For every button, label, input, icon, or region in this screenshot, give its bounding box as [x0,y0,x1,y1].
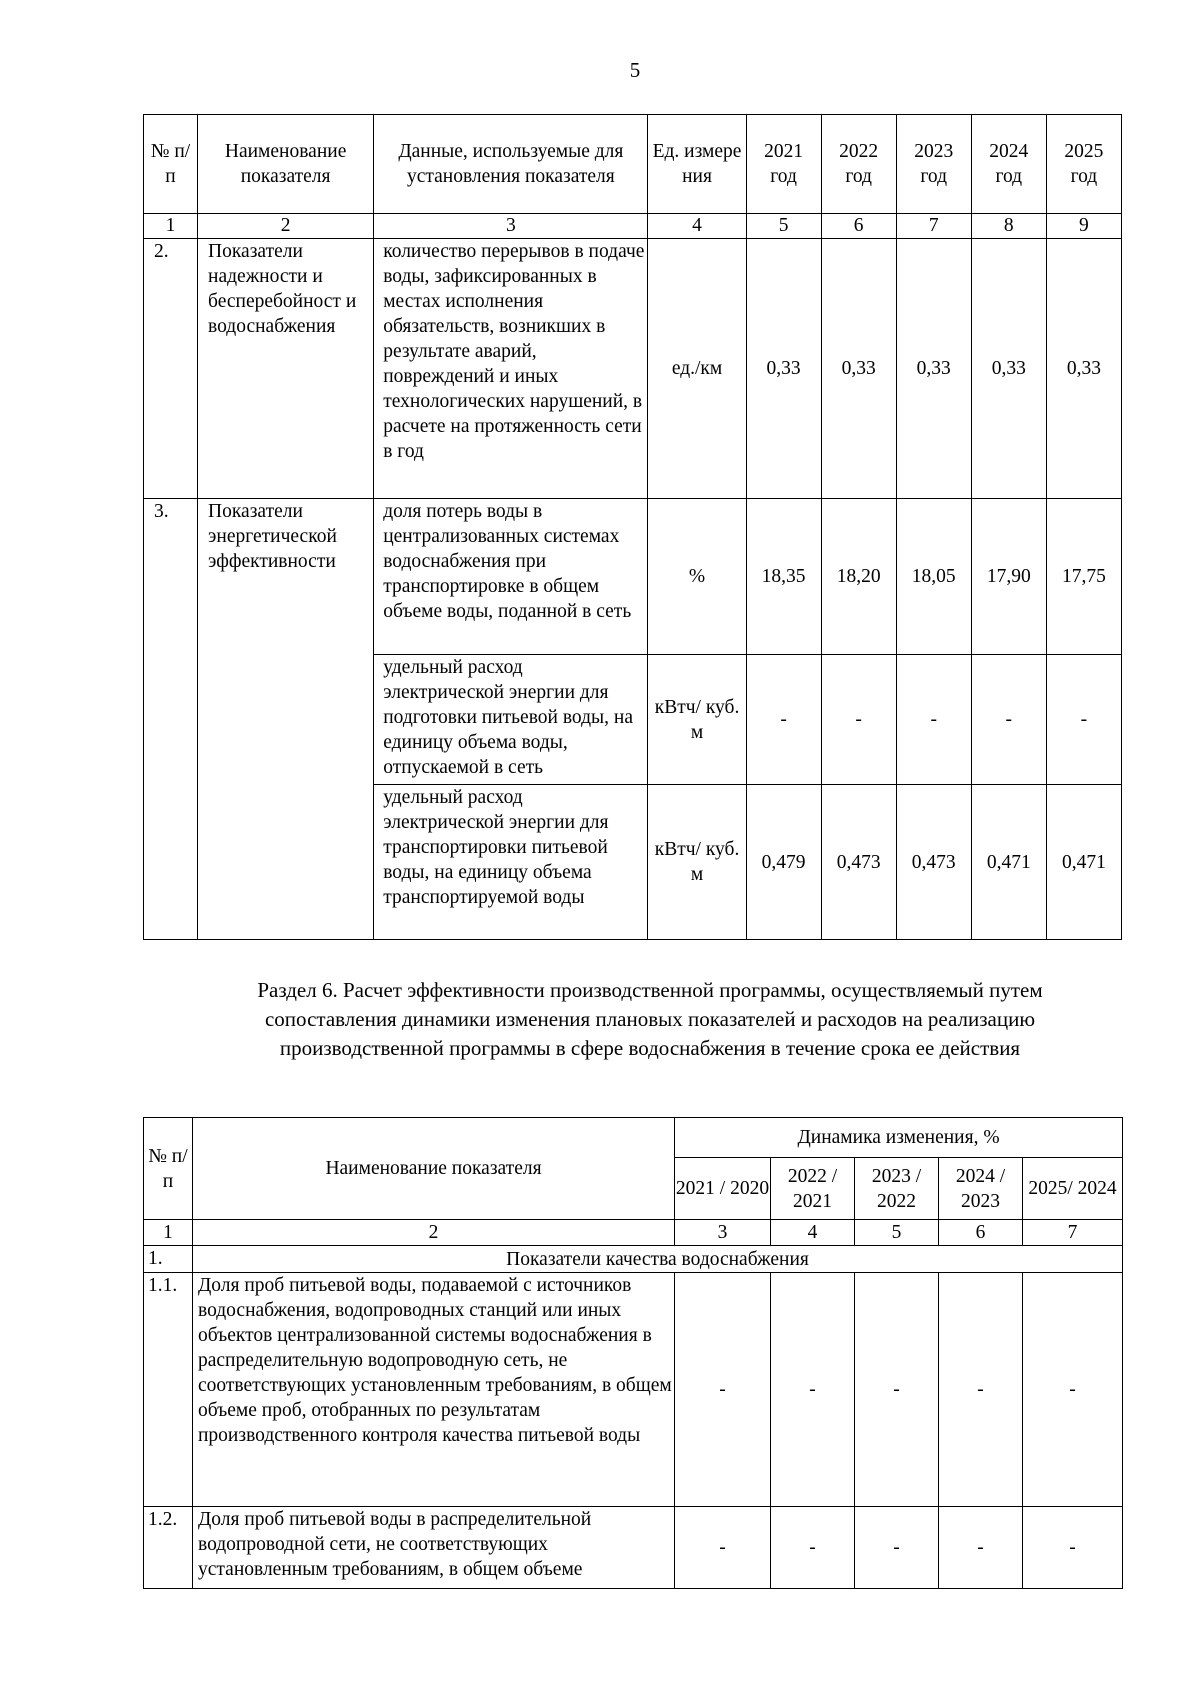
heading-line: Раздел 6. Расчет эффективности производственной программы, осуществляемый путем [257,978,1043,1002]
heading-line: производственной программы в сфере водоснабжения в течение срока ее действия [279,1036,1021,1060]
indicator-name: Показатели энергетической эффективности [198,499,374,940]
table-row [144,1273,1123,1507]
value-cell: - [675,1273,771,1507]
column-number: 1 [144,1220,193,1246]
group-num: 1. [144,1246,193,1273]
unit-cell: ед./км [648,239,746,499]
value-cell: - [675,1507,771,1589]
header-name: Наименование показателя [198,115,374,214]
column-number: 7 [1023,1220,1123,1246]
header-year-2024: 2024 год [971,115,1046,214]
value-cell: - [1023,1507,1123,1589]
column-number: 1 [144,214,198,239]
value-cell: 0,33 [746,239,821,499]
header-year-2025: 2025 год [1046,115,1121,214]
table-row [144,1507,1123,1589]
indicators-table [143,114,1122,940]
section-6-heading [180,976,1120,1063]
value-cell: 0,33 [896,239,971,499]
indicator-name: Доля проб питьевой воды, подаваемой с источников водоснабжения, водопроводных станций или иных объектов централизованной системы водоснабжения в распределительную водопроводную сеть, не соответствующих установленным требованиям, в общем объеме проб, отобранных по результатам производственного контроля качества питьевой воды [193,1273,675,1507]
unit-cell: кВтч/ куб. м [648,785,746,940]
header-name: Наименование показателя [193,1118,675,1220]
value-cell: - [896,655,971,785]
header-period: 2021 / 2020 [675,1158,771,1220]
value-cell: 18,20 [821,499,896,655]
header-dynamics: Динамика изменения, % [675,1118,1123,1158]
header-row [144,1118,1123,1158]
column-number-row [144,214,1122,239]
header-num: № п/п [144,115,198,214]
header-unit: Ед. измере ния [648,115,746,214]
header-data: Данные, используемые для установления показателя [374,115,648,214]
table-row [144,239,1122,499]
value-cell: - [939,1273,1023,1507]
dynamics-table [143,1117,1123,1589]
row-num: 2. [144,239,198,499]
value-cell: - [771,1273,855,1507]
group-row [144,1246,1123,1273]
unit-cell: кВтч/ куб. м [648,655,746,785]
indicator-name: Показатели надежности и бесперебойност и водоснабжения [198,239,374,499]
value-cell: - [939,1507,1023,1589]
value-cell: 18,35 [746,499,821,655]
column-number: 7 [896,214,971,239]
column-number-row [144,1220,1123,1246]
header-row [144,115,1122,214]
column-number: 8 [971,214,1046,239]
indicator-data: удельный расход электрической энергии для подготовки питьевой воды, на единицу объема воды, отпускаемой в сеть [374,655,648,785]
column-number: 9 [1046,214,1121,239]
value-cell: - [746,655,821,785]
value-cell: - [771,1507,855,1589]
value-cell: 0,33 [821,239,896,499]
value-cell: - [971,655,1046,785]
value-cell: - [855,1507,939,1589]
value-cell: 0,33 [1046,239,1121,499]
table-row [144,499,1122,655]
value-cell: - [855,1273,939,1507]
header-year-2021: 2021 год [746,115,821,214]
value-cell: - [1023,1273,1123,1507]
value-cell: - [821,655,896,785]
column-number: 5 [855,1220,939,1246]
value-cell: 0,471 [971,785,1046,940]
value-cell: 18,05 [896,499,971,655]
unit-cell: % [648,499,746,655]
column-number: 6 [939,1220,1023,1246]
header-year-2022: 2022 год [821,115,896,214]
row-num: 1.1. [144,1273,193,1507]
header-year-2023: 2023 год [896,115,971,214]
value-cell: 17,90 [971,499,1046,655]
column-number: 3 [374,214,648,239]
value-cell: 0,479 [746,785,821,940]
header-period: 2025/ 2024 [1023,1158,1123,1220]
header-num: № п/п [144,1118,193,1220]
header-period: 2022 / 2021 [771,1158,855,1220]
row-num: 3. [144,499,198,940]
header-period: 2024 / 2023 [939,1158,1023,1220]
value-cell: - [1046,655,1121,785]
column-number: 4 [648,214,746,239]
value-cell: 0,473 [821,785,896,940]
value-cell: 0,473 [896,785,971,940]
group-title: Показатели качества водоснабжения [193,1246,1123,1273]
column-number: 6 [821,214,896,239]
page-number: 5 [629,58,641,82]
value-cell: 17,75 [1046,499,1121,655]
column-number: 4 [771,1220,855,1246]
value-cell: 0,471 [1046,785,1121,940]
column-number: 5 [746,214,821,239]
column-number: 3 [675,1220,771,1246]
value-cell: 0,33 [971,239,1046,499]
indicator-data: удельный расход электрической энергии для транспортировки питьевой воды, на единицу объема транспортируемой воды [374,785,648,940]
row-num: 1.2. [144,1507,193,1589]
header-period: 2023 / 2022 [855,1158,939,1220]
indicator-name: Доля проб питьевой воды в распределительной водопроводной сети, не соответствующих установленным требованиям, в общем объеме [193,1507,675,1589]
indicator-data: доля потерь воды в централизованных системах водоснабжения при транспортировке в общем объеме воды, поданной в сеть [374,499,648,655]
indicator-data: количество перерывов в подаче воды, зафиксированных в местах исполнения обязательств, возникших в результате аварий, повреждений и иных технологических нарушений, в расчете на протяженность сети в год [374,239,648,499]
heading-line: сопоставления динамики изменения плановых показателей и расходов на реализацию [264,1007,1036,1031]
column-number: 2 [193,1220,675,1246]
column-number: 2 [198,214,374,239]
